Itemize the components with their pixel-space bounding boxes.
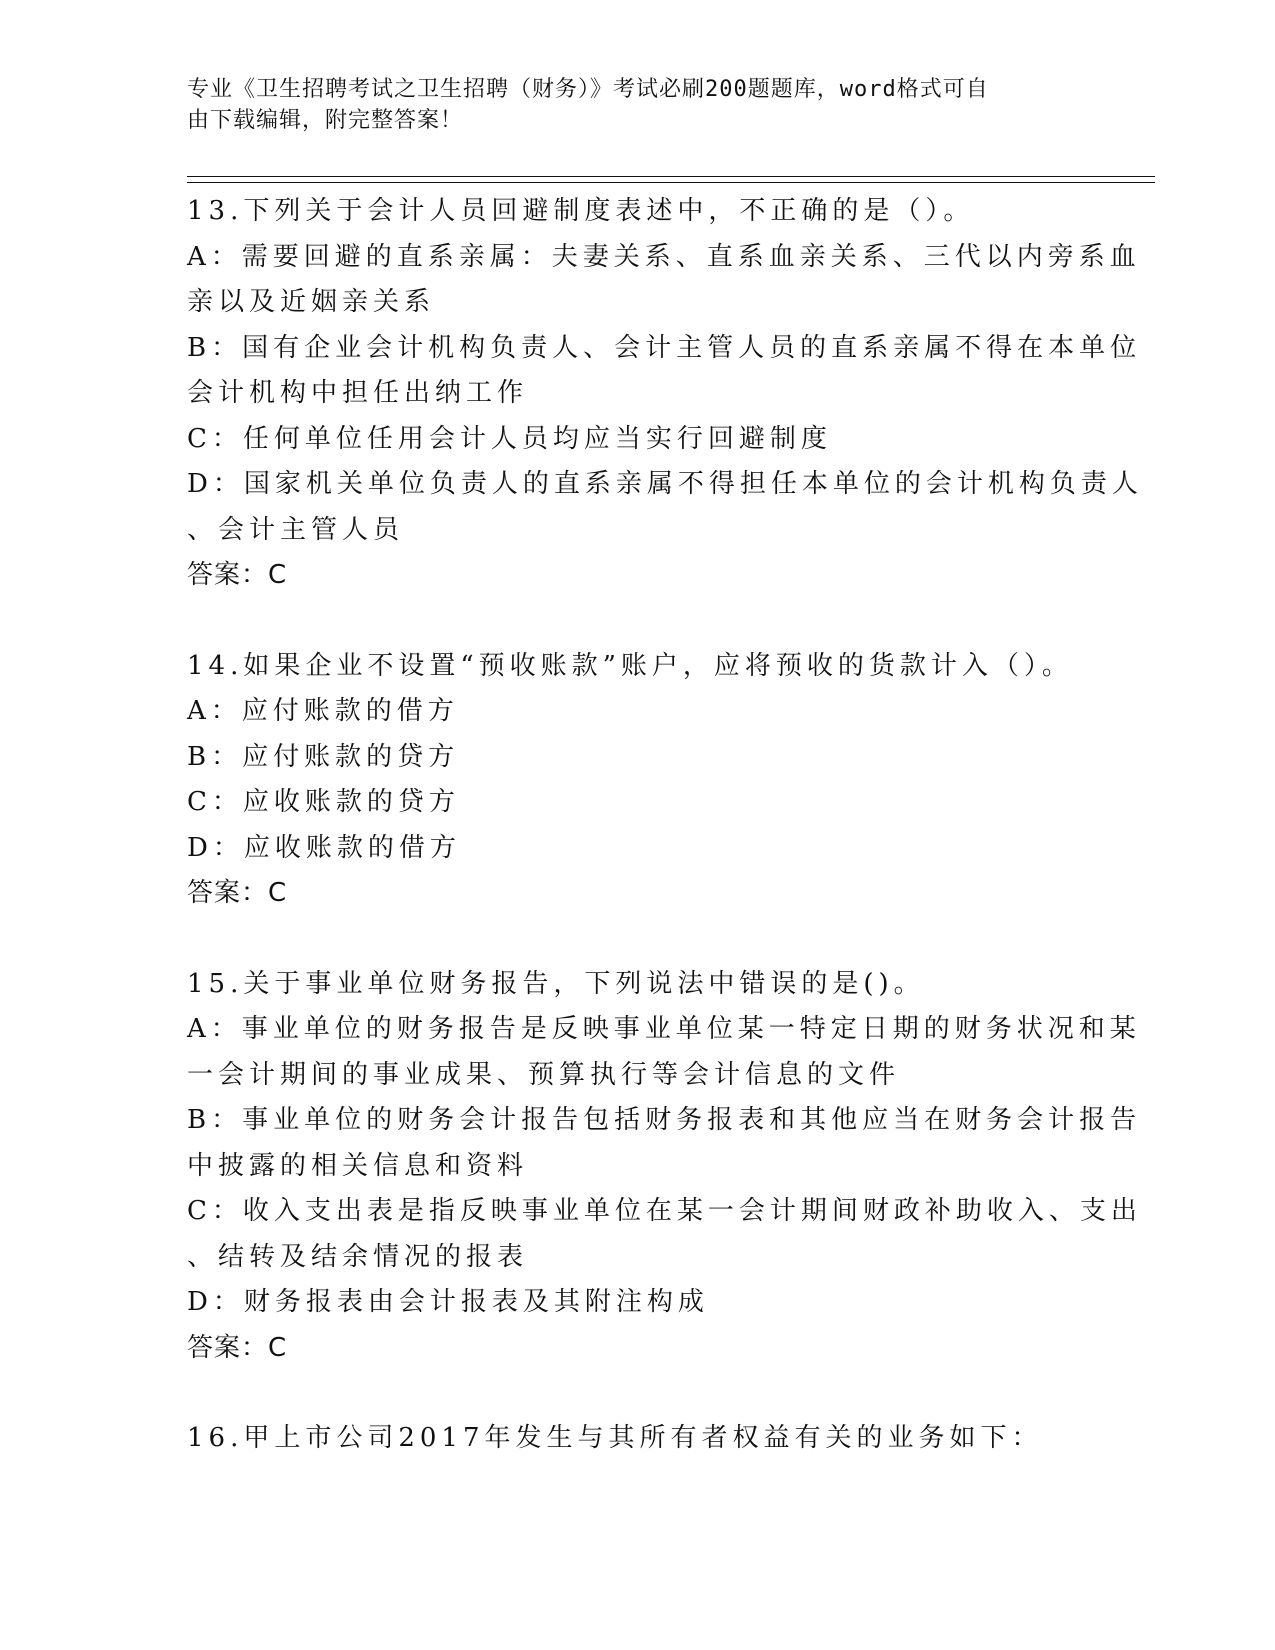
question-option-line: A：应付账款的借方 [187, 696, 459, 726]
header-divider-bottom [187, 182, 1155, 183]
answer-line: 答案：C [187, 878, 288, 908]
question-option-line: A：需要回避的直系亲属：夫妻关系、直系血亲关系、三代以内旁系血 [187, 241, 1141, 272]
question-option-line: 、结转及结余情况的报表 [187, 1241, 529, 1272]
question-option-line: C：收入支出表是指反映事业单位在某一会计期间财政补助收入、支出 [187, 1196, 1142, 1226]
question-option-line: 、会计主管人员 [187, 514, 405, 545]
question-option-line: C：应收账款的贷方 [187, 787, 460, 817]
question-stem: 15.关于事业单位财务报告，下列说法中错误的是()。 [187, 968, 925, 999]
question-option-line: B：事业单位的财务会计报告包括财务报表和其他应当在财务会计报告 [187, 1105, 1142, 1135]
answer-line: 答案：C [187, 1332, 288, 1363]
question-stem: 14.如果企业不设置“预收账款”账户，应将预收的货款计入（）。 [187, 650, 1073, 681]
question-option-line: D：国家机关单位负责人的直系亲属不得担任本单位的会计机构负责人 [187, 469, 1143, 499]
header-line-2: 由下载编辑，附完整答案！ [187, 108, 464, 133]
question-option-line: D：应收账款的借方 [187, 832, 461, 863]
question-block [187, 1416, 1077, 1462]
question-option-line: 一会计期间的事业成果、预算执行等会计信息的文件 [187, 1059, 901, 1090]
question-block [187, 189, 1143, 599]
header-line-1: 专业《卫生招聘考试之卫生招聘（财务）》考试必刷200题题库，word格式可自 [187, 77, 989, 102]
question-stem: 16.甲上市公司2017年发生与其所有者权益有关的业务如下： [187, 1423, 1043, 1453]
question-list [187, 189, 1143, 1507]
question-option-line: 中披露的相关信息和资料 [187, 1150, 529, 1181]
answer-line: 答案：C [187, 560, 288, 590]
question-option-line: B：国有企业会计机构负责人、会计主管人员的直系亲属不得在本单位 [187, 332, 1142, 363]
question-option-line: C：任何单位任用会计人员均应当实行回避制度 [187, 423, 832, 454]
question-block [187, 962, 1142, 1372]
question-option-line: A：事业单位的财务报告是反映事业单位某一特定日期的财务状况和某 [187, 1014, 1141, 1044]
header-divider-top [187, 176, 1155, 177]
question-option-line: D：财务报表由会计报表及其附注构成 [187, 1287, 709, 1317]
document-header [187, 74, 1067, 136]
question-option-line: 会计机构中担任出纳工作 [187, 378, 529, 408]
question-stem: 13.下列关于会计人员回避制度表述中，不正确的是（）。 [187, 196, 975, 226]
question-block [187, 644, 1077, 917]
question-option-line: B：应付账款的贷方 [187, 741, 460, 772]
question-option-line: 亲以及近姻亲关系 [187, 287, 436, 317]
